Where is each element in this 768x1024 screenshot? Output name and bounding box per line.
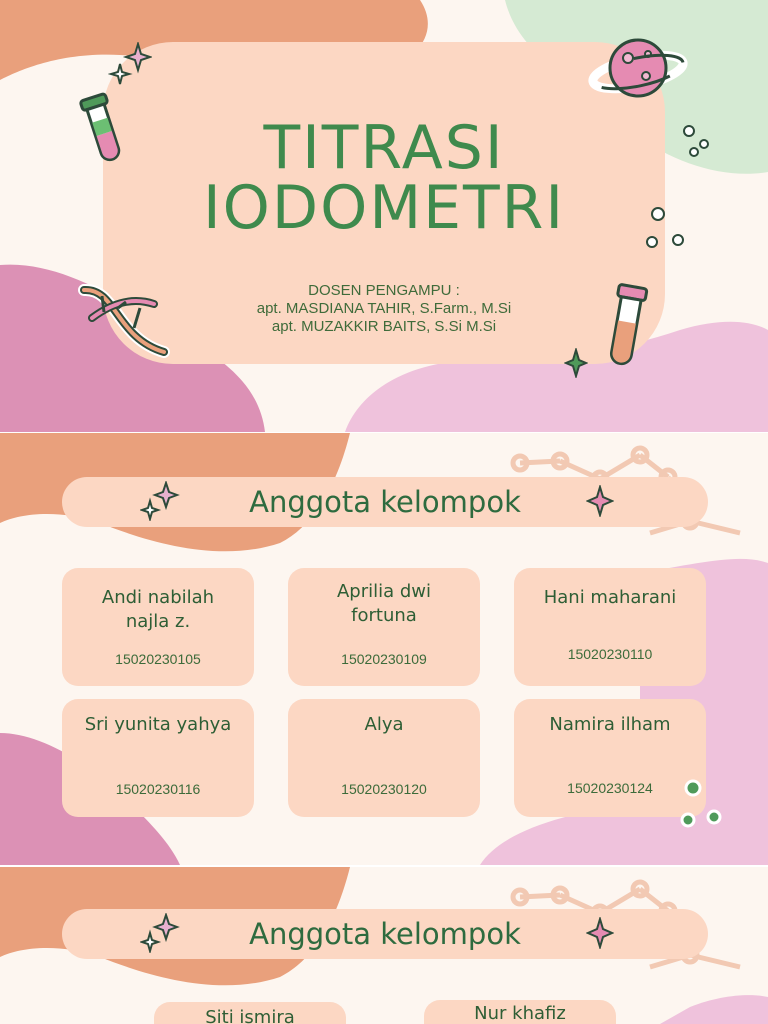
member-card	[154, 1002, 346, 1024]
lecturer-1: apt. MASDIANA TAHIR, S.Farm., M.Si	[256, 300, 512, 317]
member-nim: 15020230109	[341, 651, 427, 667]
member-nim: 15020230116	[115, 781, 201, 797]
member-name: Aprilia dwi fortuna	[336, 581, 432, 626]
slide-heading: Anggota kelompok	[249, 917, 521, 951]
member-nim: 15020230105	[115, 651, 201, 667]
lecturer-block	[103, 282, 665, 336]
members-slide-2	[0, 867, 768, 1024]
member-nim: 15020230110	[567, 646, 653, 662]
sparkle-icon	[586, 485, 614, 517]
member-name: Siti ismira	[205, 1007, 295, 1024]
member-name: Nur khafiz	[474, 1003, 566, 1024]
planet-icon	[588, 30, 688, 108]
member-name: Alya	[364, 714, 404, 735]
member-card	[514, 568, 706, 686]
member-card	[288, 568, 480, 686]
bubbles-icon	[676, 777, 726, 831]
member-name: Andi nabilah najla z.	[101, 587, 215, 632]
member-name: Sri yunita yahya	[84, 714, 232, 735]
title-line-1: TITRASI	[263, 113, 505, 183]
sparkle-icon	[140, 913, 180, 953]
bubbles-icon	[640, 200, 692, 256]
member-card	[62, 699, 254, 817]
member-name: Hani maharani	[543, 587, 677, 608]
member-name: Namira ilham	[549, 714, 671, 735]
slide-heading: Anggota kelompok	[249, 485, 521, 519]
sparkle-icon	[108, 42, 152, 90]
title-slide	[0, 0, 768, 432]
presentation-title	[103, 113, 665, 243]
test-tube-icon	[598, 282, 654, 374]
members-slide	[0, 433, 768, 865]
member-card	[288, 699, 480, 817]
test-tube-icon	[72, 90, 132, 170]
lecturer-label: DOSEN PENGAMPU :	[308, 282, 460, 299]
member-nim: 15020230124	[567, 780, 653, 796]
sparkle-icon	[586, 917, 614, 949]
sparkle-icon	[140, 481, 180, 521]
member-card	[424, 1000, 616, 1024]
dna-icon	[76, 278, 176, 368]
member-card	[62, 568, 254, 686]
bubbles-icon	[680, 122, 716, 162]
lecturer-2: apt. MUZAKKIR BAITS, S.Si M.Si	[271, 318, 497, 335]
member-nim: 15020230120	[341, 781, 427, 797]
title-line-2: IODOMETRI	[202, 173, 566, 243]
lilac-blob	[660, 995, 768, 1024]
sparkle-icon	[564, 348, 588, 378]
